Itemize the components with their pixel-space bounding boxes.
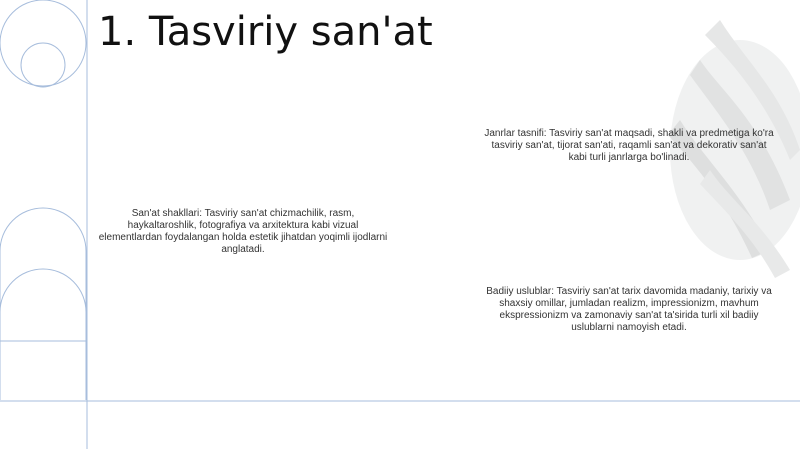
- text-block-uslublar: Badiiy uslublar: Tasviriy san'at tarix davomida madaniy, tarixiy va shaxsiy omillar, jumladan realizm, impressionizm, mavhum ekspressionizm va zamonaviy san'at ta'sirida turli xil badiiy uslublarni namoyish etadi.: [486, 286, 772, 333]
- text-block-janrlar: Janrlar tasnifi: Tasviriy san'at maqsadi, shakli va predmetiga ko'ra tasviriy san'at, tijorat san'ati, raqamli san'at va dekorativ san'at kabi turli janrlarga bo'linadi.: [484, 128, 774, 163]
- upper-arch: [0, 208, 86, 400]
- inner-circle: [21, 43, 65, 87]
- slide-title: 1. Tasviriy san'at: [98, 9, 433, 55]
- text-block-shakllari: San'at shakllari: Tasviriy san'at chizmachilik, rasm, haykaltaroshlik, fotografiya va arxitektura kabi vizual elementlardan foydalangan holda estetik jihatdan yoqimli ijodlarni anglatadi.: [98, 208, 388, 255]
- lower-arch: [0, 269, 86, 341]
